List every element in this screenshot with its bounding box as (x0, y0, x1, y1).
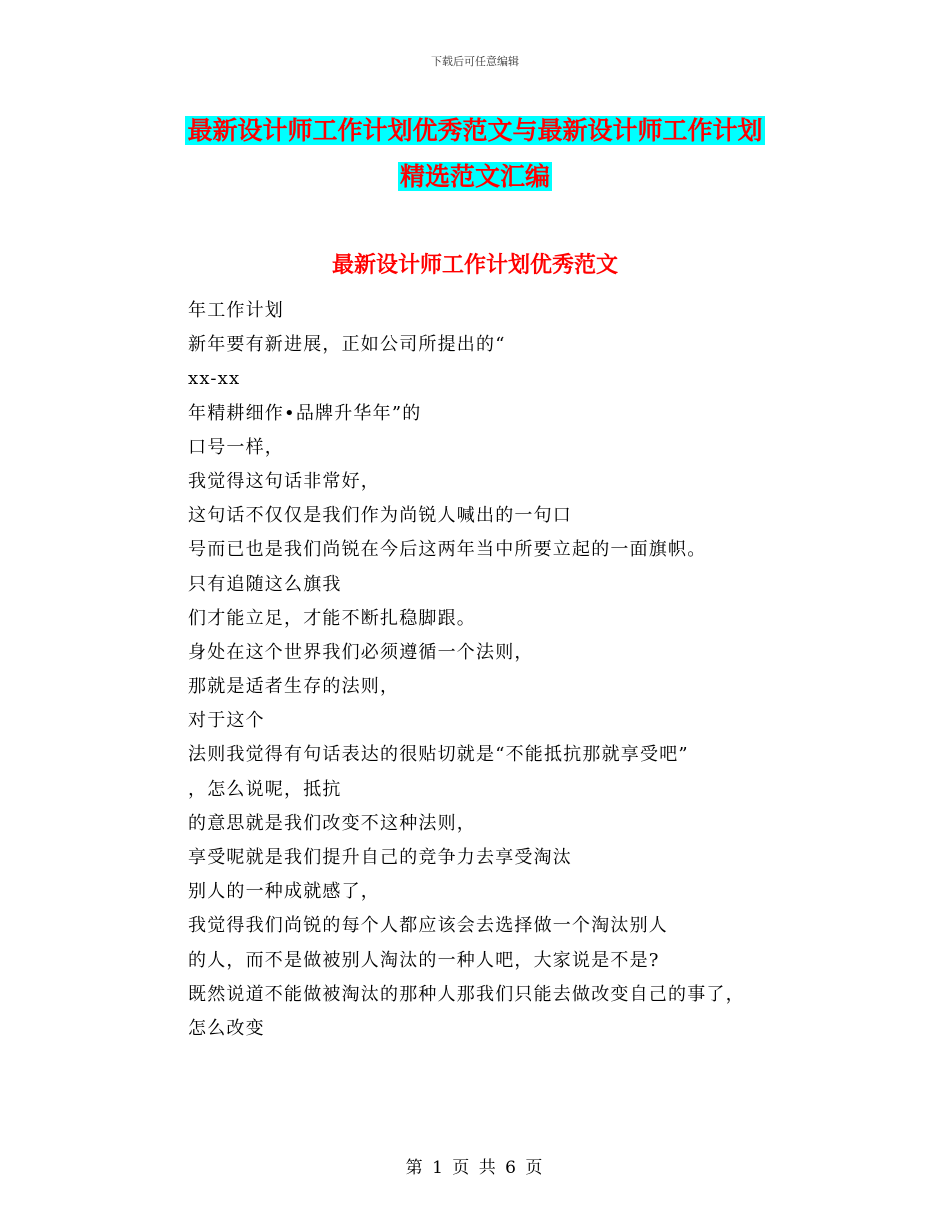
body-text (188, 294, 838, 1046)
body-line: 我觉得我们尚锐的每个人都应该会去选择做一个淘汰别人 (188, 915, 668, 937)
header-note: 下载后可任意编辑 (431, 55, 519, 68)
body-line: 口号一样， (188, 436, 284, 458)
body-line: 我觉得这句话非常好， (188, 470, 380, 492)
body-line: 们才能立足，才能不断扎稳脚跟。 (188, 607, 476, 629)
title-line-1: 最新设计师工作计划优秀范文与最新设计师工作计划 (187, 116, 763, 145)
document-title (0, 108, 950, 200)
body-line: 这句话不仅仅是我们作为尚锐人喊出的一句口 (188, 505, 572, 527)
body-line: 的意思就是我们改变不这种法则， (188, 812, 476, 834)
body-line: 别人的一种成就感了， (188, 881, 380, 903)
body-line: 身处在这个世界我们必须遵循一个法则， (188, 641, 534, 663)
body-line: 新年要有新进展，正如公司所提出的“ (188, 334, 506, 356)
body-line: xx-xx (188, 368, 241, 390)
title-line-2: 精选范文汇编 (399, 162, 550, 191)
body-line: 那就是适者生存的法则， (188, 676, 400, 698)
body-line: 号而已也是我们尚锐在今后这两年当中所要立起的一面旗帜。 (188, 539, 707, 561)
body-line: 的人，而不是做被别人淘汰的一种人吧，大家说是不是? (188, 949, 660, 971)
body-line: 法则我觉得有句话表达的很贴切就是“不能抵抗那就享受吧” (188, 744, 689, 766)
body-line: ，怎么说呢，抵抗 (188, 778, 342, 800)
page-number: 第 1 页 共 6 页 (405, 1158, 545, 1178)
body-line: 只有追随这么旗我 (188, 573, 342, 595)
body-line: 享受呢就是我们提升自己的竞争力去享受淘汰 (188, 847, 572, 868)
body-line: 年工作计划 (188, 300, 284, 321)
body-line: 对于这个 (188, 710, 265, 732)
body-line: 既然说道不能做被淘汰的那种人那我们只能去做改变自己的事了， (188, 983, 745, 1005)
section-title: 最新设计师工作计划优秀范文 (331, 253, 618, 278)
body-line: 怎么改变 (188, 1017, 265, 1039)
body-line: 年精耕细作•品牌升华年”的 (188, 402, 422, 424)
